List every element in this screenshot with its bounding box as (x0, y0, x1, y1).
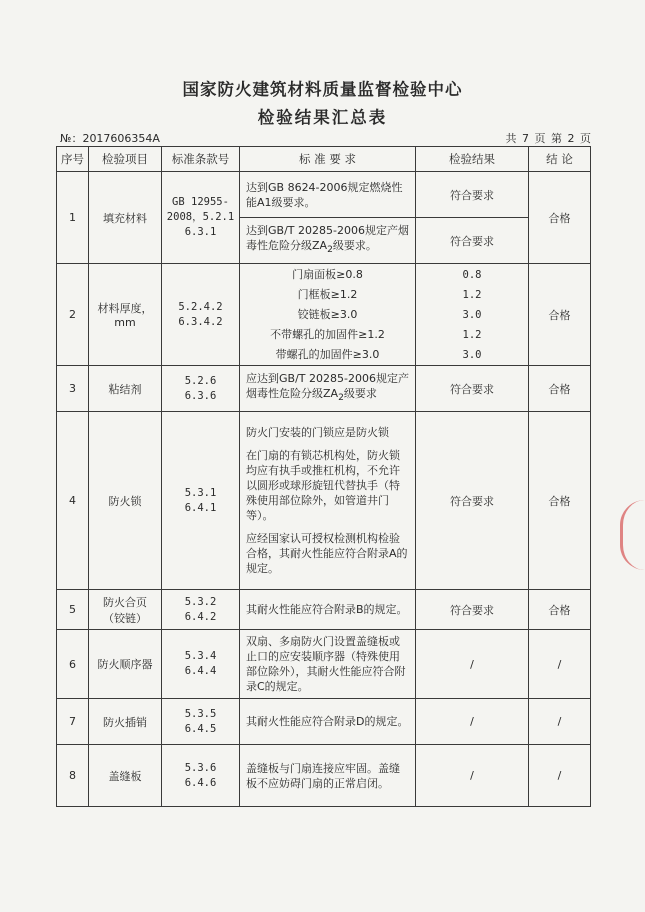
result-line: 3.0 (462, 308, 482, 321)
result-line: 1.2 (462, 328, 482, 341)
req-text: 应达到GB/T 20285-2006规定产烟毒性危险分级ZA (246, 372, 409, 401)
clause-line: GB 12955- (172, 196, 229, 208)
req-paragraph: 在门扇的有锁芯机构处，防火锁均应有执手或推杠机构，不允许以圆形或球形旋钮代替执手（特殊使用部位除外，如管道井门等）。 (246, 449, 400, 522)
table-row (57, 699, 591, 745)
report-title: 检验结果汇总表 (257, 108, 388, 127)
row-item: 防火插销 (89, 699, 162, 745)
row-result: / (416, 699, 529, 745)
table-row (57, 630, 591, 699)
table-row (57, 590, 591, 630)
row-result: 符合要求 (416, 218, 529, 264)
row-conclusion: 合格 (529, 264, 591, 366)
item-line: mm (114, 316, 136, 329)
clause-line: 5.2.6 (184, 374, 217, 387)
clause-line: 5.3.6 (184, 761, 217, 774)
row-conclusion: 合格 (529, 412, 591, 590)
row-conclusion: / (529, 745, 591, 807)
row-no: 5 (57, 590, 89, 630)
page-info: 共 7 页 第 2 页 (505, 132, 592, 145)
table-row (57, 264, 591, 366)
col-header-conclusion: 结 论 (529, 147, 591, 172)
row-result (416, 264, 529, 366)
row-result: / (416, 630, 529, 699)
item-line: 防火合页 (103, 595, 147, 609)
clause-line: 6.4.2 (184, 610, 217, 623)
clause-line: 5.3.4 (184, 650, 217, 662)
clause-line: 2008，5.2.1 (166, 211, 235, 223)
row-clause (162, 366, 240, 412)
table-header-row (57, 147, 591, 172)
col-header-result: 检验结果 (416, 147, 529, 172)
clause-line: 5.2.4.2 (178, 300, 223, 313)
req-paragraph: 应经国家认可授权检测机构检验合格，其耐火性能应符合附录A的规定。 (246, 532, 408, 575)
row-result: 符合要求 (416, 412, 529, 590)
report-number: №：2017606354A (60, 132, 160, 145)
col-header-clause: 标准条款号 (162, 147, 240, 172)
col-header-requirement: 标 准 要 求 (240, 147, 416, 172)
req-subscript: 2 (338, 392, 344, 404)
row-clause (162, 264, 240, 366)
row-requirement (240, 366, 416, 412)
row-conclusion: 合格 (529, 590, 591, 630)
row-no: 2 (57, 264, 89, 366)
row-requirement: 盖缝板与门扇连接应牢固。盖缝板不应妨碍门扇的正常启闭。 (240, 745, 416, 807)
row-item: 填充材料 (89, 172, 162, 264)
row-item: 防火锁 (89, 412, 162, 590)
row-requirement: 其耐火性能应符合附录B的规定。 (240, 590, 416, 630)
req-text: 级要求。 (332, 239, 377, 253)
req-text: 达到GB/T 20285-2006规定产烟毒性危险分级ZA (246, 224, 409, 253)
row-item: 防火顺序器 (89, 630, 162, 699)
table-row (57, 745, 591, 807)
red-seal-fragment (620, 500, 645, 570)
row-no: 7 (57, 699, 89, 745)
clause-line: 6.4.6 (184, 776, 217, 789)
row-no: 8 (57, 745, 89, 807)
row-clause (162, 630, 240, 699)
clause-line: 6.4.5 (184, 722, 217, 735)
row-clause (162, 699, 240, 745)
clause-line: 5.3.5 (184, 707, 217, 720)
row-result: 符合要求 (416, 590, 529, 630)
result-line: 0.8 (462, 268, 482, 281)
row-no: 1 (57, 172, 89, 264)
req-line: 门框板≥1.2 (297, 287, 358, 301)
item-line: （铰链） (103, 611, 147, 625)
table-row (57, 412, 591, 590)
item-line: 材料厚度， (97, 302, 153, 315)
row-no: 3 (57, 366, 89, 412)
results-table (56, 146, 591, 807)
row-requirement (240, 264, 416, 366)
row-requirement: 双扇、多扇防火门设置盖缝板或止口的应安装顺序器（特殊使用部位除外），其耐火性能应符合附录C的规定。 (240, 630, 416, 699)
row-no: 6 (57, 630, 89, 699)
clause-line: 6.3.6 (184, 389, 217, 402)
req-line: 不带螺孔的加固件≥1.2 (270, 327, 385, 341)
row-item: 盖缝板 (89, 745, 162, 807)
row-requirement (240, 218, 416, 264)
table-row (57, 366, 591, 412)
req-line: 门扇面板≥0.8 (292, 267, 363, 281)
clause-line: 6.4.1 (184, 501, 217, 514)
clause-line: 6.4.4 (184, 665, 217, 677)
row-requirement: 其耐火性能应符合附录D的规定。 (240, 699, 416, 745)
row-item (89, 264, 162, 366)
result-line: 3.0 (462, 348, 482, 361)
row-clause (162, 590, 240, 630)
clause-line: 5.3.1 (184, 486, 217, 499)
row-result: / (416, 745, 529, 807)
row-requirement: 达到GB 8624-2006规定燃烧性能A1级要求。 (240, 172, 416, 218)
req-paragraph: 防火门安装的门锁应是防火锁 (246, 426, 389, 439)
col-header-item: 检验项目 (89, 147, 162, 172)
row-conclusion: 合格 (529, 172, 591, 264)
row-conclusion: 合格 (529, 366, 591, 412)
req-text: 级要求 (343, 387, 377, 401)
row-clause (162, 412, 240, 590)
req-subscript: 2 (327, 244, 333, 256)
row-requirement (240, 412, 416, 590)
row-item: 粘结剂 (89, 366, 162, 412)
clause-line: 5.3.2 (184, 595, 217, 608)
result-line: 1.2 (462, 288, 482, 301)
table-row (57, 172, 591, 218)
clause-line: 6.3.4.2 (178, 315, 223, 328)
row-conclusion: / (529, 630, 591, 699)
row-item (89, 590, 162, 630)
col-header-no: 序号 (57, 147, 89, 172)
institution-title: 国家防火建筑材料质量监督检验中心 (182, 80, 463, 99)
row-clause (162, 745, 240, 807)
clause-line: 6.3.1 (184, 226, 217, 238)
row-no: 4 (57, 412, 89, 590)
row-clause (162, 172, 240, 264)
req-line: 铰链板≥3.0 (297, 307, 358, 321)
req-line: 带螺孔的加固件≥3.0 (275, 347, 380, 361)
row-result: 符合要求 (416, 366, 529, 412)
row-conclusion: / (529, 699, 591, 745)
row-result: 符合要求 (416, 172, 529, 218)
